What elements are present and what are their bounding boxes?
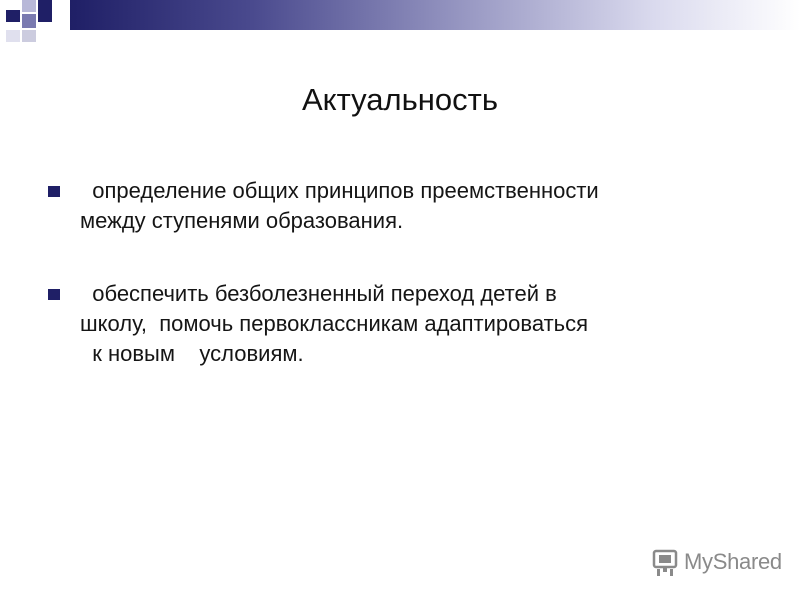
bullet-text-line: обеспечить безболезненный переход детей в bbox=[80, 281, 557, 306]
square-bullet-icon bbox=[48, 186, 60, 197]
header-squares-decoration bbox=[0, 0, 70, 50]
watermark-text: MyShared bbox=[684, 549, 782, 574]
header-gradient-bar bbox=[70, 0, 800, 30]
slide-title: Актуальность bbox=[302, 82, 498, 117]
deco-square-dark bbox=[6, 10, 20, 22]
deco-square-pale bbox=[22, 30, 36, 42]
myshared-watermark bbox=[652, 547, 792, 577]
bullet-text-line: школу, помочь первоклассникам адаптироваться bbox=[80, 311, 589, 336]
bullet-list bbox=[48, 176, 738, 369]
bullet-item bbox=[48, 279, 738, 369]
square-bullet-icon bbox=[48, 289, 60, 300]
bullet-text-line: к новым условиям. bbox=[80, 341, 304, 366]
deco-square-dark-tall bbox=[38, 0, 52, 22]
bullet-text-line: между ступенями образования. bbox=[80, 208, 404, 233]
bullet-text-line: определение общих принципов преемственности bbox=[80, 178, 599, 203]
deco-square-faint bbox=[6, 30, 20, 42]
deco-square-light bbox=[22, 0, 36, 12]
bullet-item bbox=[48, 176, 738, 236]
deco-square-mid bbox=[22, 14, 36, 28]
myshared-logo-icon bbox=[652, 547, 680, 577]
